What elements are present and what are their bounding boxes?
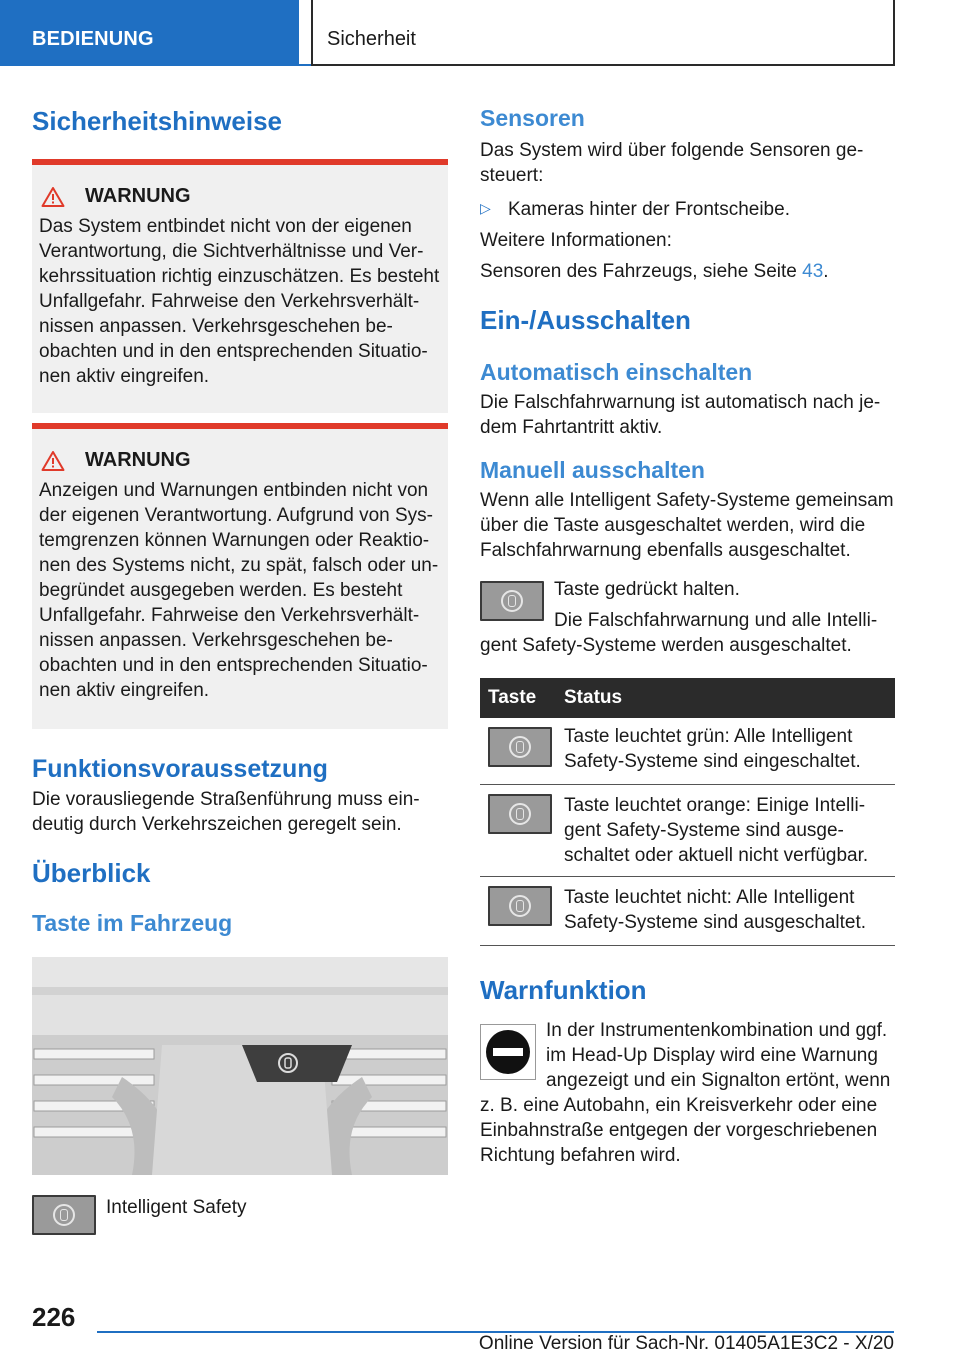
warning-triangle-icon	[39, 186, 85, 208]
auto-heading: Automatisch einschalten	[480, 359, 753, 385]
overview-heading: Überblick	[32, 858, 151, 888]
page-link[interactable]: 43	[802, 261, 824, 282]
right-column	[480, 96, 895, 1168]
button-off-icon	[488, 886, 552, 926]
sensors-reference: Sensoren des Fahrzeugs, siehe Seite 43.	[480, 261, 829, 282]
warning-label: WARNUNG	[85, 185, 191, 207]
more-info-label: Weitere Informationen:	[480, 230, 672, 251]
button-caption: Intelligent Safety	[106, 1197, 247, 1218]
left-column	[32, 96, 448, 1235]
sensors-item-text: Kameras hinter der Frontscheibe.	[508, 199, 790, 220]
sensors-heading: Sensoren	[480, 105, 585, 131]
button-heading: Taste im Fahrzeug	[32, 910, 233, 936]
table-header-status: Status	[556, 678, 895, 718]
intelligent-safety-button-icon	[32, 1195, 96, 1235]
hold-button-block	[480, 577, 895, 658]
auto-text: Die Falschfahrwarnung ist automatisch nach jedem Fahrtantritt aktiv.	[480, 392, 881, 438]
warning-function-text: In der Instrumentenkombination und ggf. im Head-Up Display wird eine Warnung angezeigt und ein Signalton ertönt, wenn z. B. eine Autobahn, ein Kreisverkehr oder eine Einbahnstraße entgegen der vorgeschriebenen Richtung befahren wird.	[480, 1020, 891, 1166]
table-row	[480, 785, 895, 877]
sensors-list-item	[480, 197, 895, 222]
table-header-row	[480, 678, 895, 718]
manual-text: Wenn alle Intelligent Safety-Systeme gemeinsam über die Taste ausgeschaltet werden, wird die Falschfahrwarnung ebenfalls ausgeschaltet.	[480, 490, 894, 561]
warning-text: Das System entbindet nicht von der eigenen Verantwortung, die Sichtverhältnisse und Verkehrssituation richtig einzuschätzen. Es besteht Unfallgefahr. Fahrweise den Verkehrsverhältnissen anpassen. Verkehrsgeschehen beobachten und in den entsprechenden Situationen aktiv eingreifen.	[39, 216, 440, 387]
section-tab: BEDIENUNG	[0, 0, 299, 65]
button-caption-row	[32, 1195, 448, 1235]
hold-result: Die Falschfahrwarnung und alle Intelligent Safety-Systeme werden ausgeschaltet.	[480, 610, 878, 656]
manual-heading: Manuell ausschalten	[480, 457, 705, 483]
intelligent-safety-button-icon	[480, 581, 544, 621]
table-row	[480, 877, 895, 946]
dashboard-photo	[32, 957, 448, 1175]
safety-heading: Sicherheitshinweise	[32, 106, 282, 136]
table-header-button: Taste	[480, 678, 556, 718]
chapter-title: Sicherheit	[311, 0, 895, 66]
button-orange-icon	[488, 794, 552, 834]
prerequisite-text: Die vorausliegende Straßenführung muss eindeutig durch Verkehrszeichen geregelt sein.	[32, 789, 420, 835]
warning-label: WARNUNG	[85, 449, 191, 471]
warning-function-block	[480, 1018, 895, 1168]
table-cell-status: Taste leuchtet orange: Einige Intelligent Safety-Systeme sind ausgeschaltet oder aktuell nicht verfügbar.	[556, 785, 895, 877]
table-row	[480, 718, 895, 785]
warning-box-1	[32, 159, 448, 413]
onoff-heading: Ein-/Ausschalten	[480, 305, 691, 335]
warning-function-heading: Warnfunktion	[480, 975, 647, 1005]
sensors-text: Das System wird über folgende Sensoren gesteuert:	[480, 140, 864, 186]
warning-header	[39, 185, 442, 208]
warning-text: Anzeigen und Warnungen entbinden nicht von der eigenen Verantwortung. Aufgrund von Systemgrenzen können Warnungen oder Reaktionen des Systems nicht, zu spät, falsch oder unbegründet ausgegeben werden. Es besteht Unfallgefahr. Fahrweise den Verkehrsverhältnissen anpassen. Verkehrsgeschehen beobachten und in den entsprechenden Situationen aktiv eingreifen.	[39, 480, 439, 701]
prerequisite-heading: Funktionsvoraussetzung	[32, 755, 328, 783]
page-number: 226	[32, 1302, 76, 1332]
table-cell-status: Taste leuchtet grün: Alle Intelligent Safety-Systeme sind eingeschaltet.	[556, 718, 895, 785]
footer-text: Online Version für Sach-Nr. 01405A1E3C2 - X/20	[478, 1333, 894, 1354]
hold-instruction: Taste gedrückt halten.	[554, 579, 740, 600]
no-entry-sign-icon	[480, 1024, 536, 1080]
table-cell-status: Taste leuchtet nicht: Alle Intelligent Safety-Systeme sind ausgeschaltet.	[556, 877, 895, 946]
button-green-icon	[488, 727, 552, 767]
warning-box-2	[32, 423, 448, 729]
warning-header	[39, 449, 442, 472]
warning-triangle-icon	[39, 450, 85, 472]
triangle-bullet-icon: ▷	[480, 200, 491, 216]
status-table	[480, 678, 895, 946]
